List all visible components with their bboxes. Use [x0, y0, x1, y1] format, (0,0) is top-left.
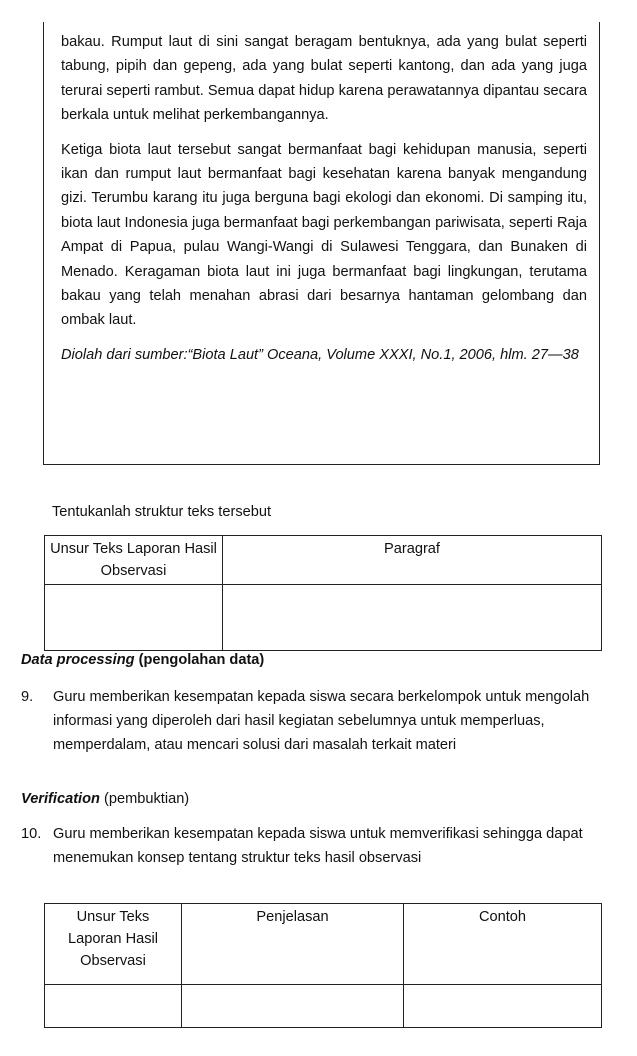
header-paragraf: Paragraf — [223, 536, 602, 585]
table-cell[interactable] — [45, 985, 182, 1028]
verification-heading — [21, 791, 189, 807]
instruction-text: Tentukanlah struktur teks tersebut — [52, 504, 272, 520]
item-number: 10. — [21, 826, 42, 842]
data-processing-heading — [21, 652, 264, 668]
verification-table — [44, 903, 602, 1028]
reading-text-box — [43, 22, 600, 465]
table-header-row — [45, 536, 602, 585]
list-item-10 — [21, 822, 611, 870]
list-item-9 — [21, 685, 611, 757]
table-cell[interactable] — [45, 585, 223, 651]
header-penjelasan: Penjelasan — [182, 904, 404, 985]
reading-paragraph-2: Ketiga biota laut tersebut sangat bermanfaat bagi kehidupan manusia, seperti ikan dan rumput laut bermanfaat bagi kesehatan karena banyak mengandung gizi. Terumbu karang itu juga berguna bagi ekologi dan ekonomi. Di samping itu, biota laut Indonesia juga bermanfaat bagi perkembangan pariwisata, seperti Raja Ampat di Papua, pulau Wangi-Wangi di Sulawesi Tenggara, dan Bunaken di Menado. Keragaman biota laut ini juga bermanfaat bagi lingkungan, terutama bakau yang telah menahan abrasi dari besarnya hantaman gelombang dan ombak laut. — [61, 141, 587, 329]
table-row — [45, 985, 602, 1028]
item-text: Guru memberikan kesempatan kepada siswa untuk memverifikasi sehingga dapat menemukan konsep tentang struktur teks hasil observasi — [53, 826, 583, 866]
reading-paragraph-1: bakau. Rumput laut di sini sangat beragam bentuknya, ada yang bulat seperti tabung, pipih dan gepeng, ada yang bulat seperti kantong, dan ada yang juga terurai seperti rambut. Semua dapat hidup karena perawatannya dipantau secara berkala untuk melihat perkembangannya. — [61, 34, 587, 124]
verification-subtitle: (pembuktian) — [104, 791, 190, 807]
table-cell[interactable] — [182, 985, 404, 1028]
header-unsur-teks: Unsur Teks Laporan Hasil Observasi — [45, 904, 182, 985]
structure-table — [44, 535, 602, 651]
table-row — [45, 585, 602, 651]
header-contoh: Contoh — [404, 904, 602, 985]
verification-term: Verification — [21, 791, 100, 807]
table-cell[interactable] — [223, 585, 602, 651]
source-citation: Diolah dari sumber:“Biota Laut” Oceana, Volume XXXI, No.1, 2006, hlm. 27—38 — [61, 346, 579, 363]
item-number: 9. — [21, 689, 34, 705]
table-cell[interactable] — [404, 985, 602, 1028]
table-header-row — [45, 904, 602, 985]
item-text: Guru memberikan kesempatan kepada siswa secara berkelompok untuk mengolah informasi yang diperoleh dari hasil kegiatan sebelumnya untuk memperluas, memperdalam, atau mencari solusi dari masalah terkait materi — [53, 689, 590, 753]
data-processing-subtitle: (pengolahan data) — [138, 652, 265, 668]
header-unsur-teks: Unsur Teks Laporan Hasil Observasi — [45, 536, 223, 585]
data-processing-term: Data processing — [21, 652, 135, 668]
